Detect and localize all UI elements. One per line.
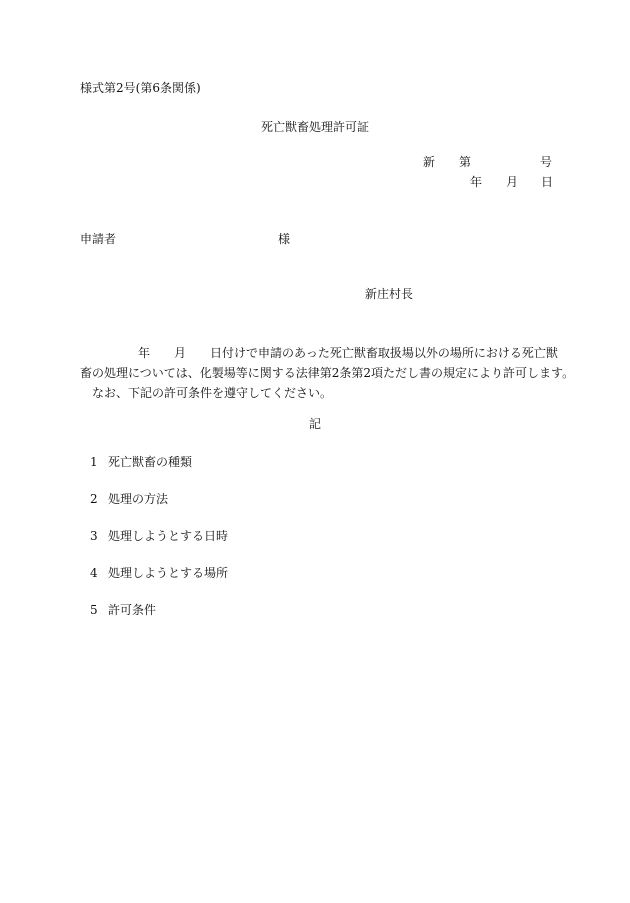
issue-date-day: 日 [541,175,554,189]
item-label: 死亡獣畜の種類 [108,455,193,469]
list-item [90,456,192,468]
body-year: 年 [138,346,151,360]
ki-heading: 記 [308,417,321,431]
issue-date-month: 月 [506,175,519,189]
applicant-label: 申請者 [80,232,117,246]
permit-number-prefix: 新 [423,155,436,169]
body-line-1-text: 日付けで申請のあった死亡獣畜取扱場以外の場所における死亡獣 [210,346,558,360]
body-paragraph [80,343,575,403]
permit-number-middle: 第 [459,155,472,169]
item-label: 処理しようとする場所 [108,566,229,580]
form-label: 様式第2号(第6条関係) [80,81,201,95]
item-label: 処理しようとする日時 [108,529,229,543]
body-line-3-text: なお、下記の許可条件を遵守してください。 [92,386,333,400]
body-line-2: 畜の処理については、化製場等に関する法律第2条第2項ただし書の規定により許可します。 [80,366,575,380]
list-item [90,604,156,616]
issuer-name: 新庄村長 [365,287,414,301]
permit-number-suffix: 号 [540,155,553,169]
item-label: 許可条件 [108,603,157,617]
document-title: 死亡獣畜処理許可証 [260,120,369,134]
list-item [90,493,168,505]
issue-date-year: 年 [470,175,483,189]
body-month: 月 [174,346,187,360]
list-item [90,530,228,542]
body-line-3 [80,383,560,403]
applicant-honorific: 様 [278,232,291,246]
list-item [90,567,228,579]
item-number: 1 [90,455,98,469]
item-number: 3 [90,529,98,543]
body-line-1 [80,343,560,363]
item-label: 処理の方法 [108,492,169,506]
item-number: 2 [90,492,98,506]
item-number: 4 [90,566,98,580]
item-number: 5 [90,603,98,617]
